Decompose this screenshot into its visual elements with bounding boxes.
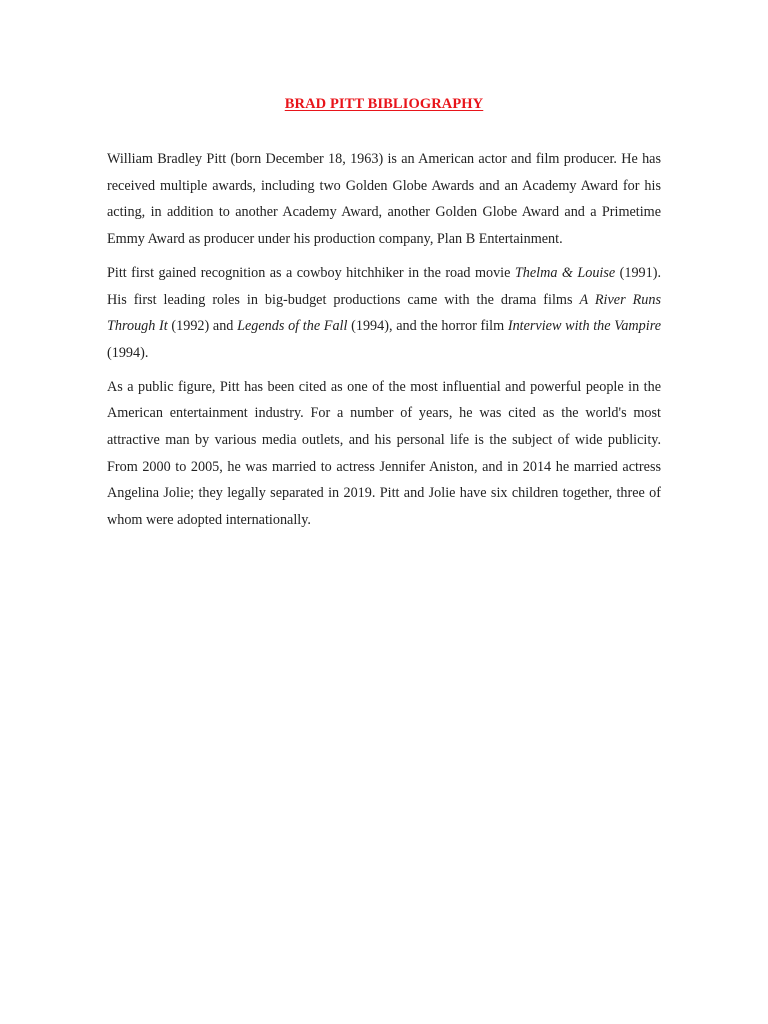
film-title: Interview with the Vampire (507, 318, 662, 335)
film-title: A River Runs Through It (107, 291, 661, 335)
paragraph-intro: William Bradley Pitt (born December 18, 1963) is an American actor and film producer. He has received multiple awards, including two Golden Globe Awards and an Academy Award for his acting, in addition to another Academy Award, another Golden Globe Award and a Primetime Emmy Award as producer under his production company, Plan B Entertainment. (107, 151, 661, 248)
film-title: Thelma & Louise (514, 264, 616, 281)
document-page (107, 96, 661, 541)
paragraph-text: (1991). His first leading roles in big-budget productions came with the drama films (107, 264, 662, 308)
document-title: BRAD PITT BIBLIOGRAPHY (284, 96, 484, 112)
paragraph-text: Pitt first gained recognition as a cowboy hitchhiker in the road movie (107, 264, 515, 281)
paragraph-text: (1992) and (167, 318, 238, 335)
paragraph-public-figure: As a public figure, Pitt has been cited as one of the most influential and powerful people in the American entertainment industry. For a number of years, he was cited as the world's most attractive man by various media outlets, and his personal life is the subject of wide publicity. From 2000 to 2005, he was married to actress Jennifer Aniston, and in 2014 he married actress Angelina Jolie; they legally separated in 2019. Pitt and Jolie have six children together, three of whom were adopted internationally. (107, 378, 661, 529)
paragraph-text: (1994), and the horror film (347, 318, 508, 335)
paragraph-text: (1994). (107, 344, 149, 361)
paragraph-career (107, 260, 661, 367)
film-title: Legends of the Fall (237, 318, 348, 335)
